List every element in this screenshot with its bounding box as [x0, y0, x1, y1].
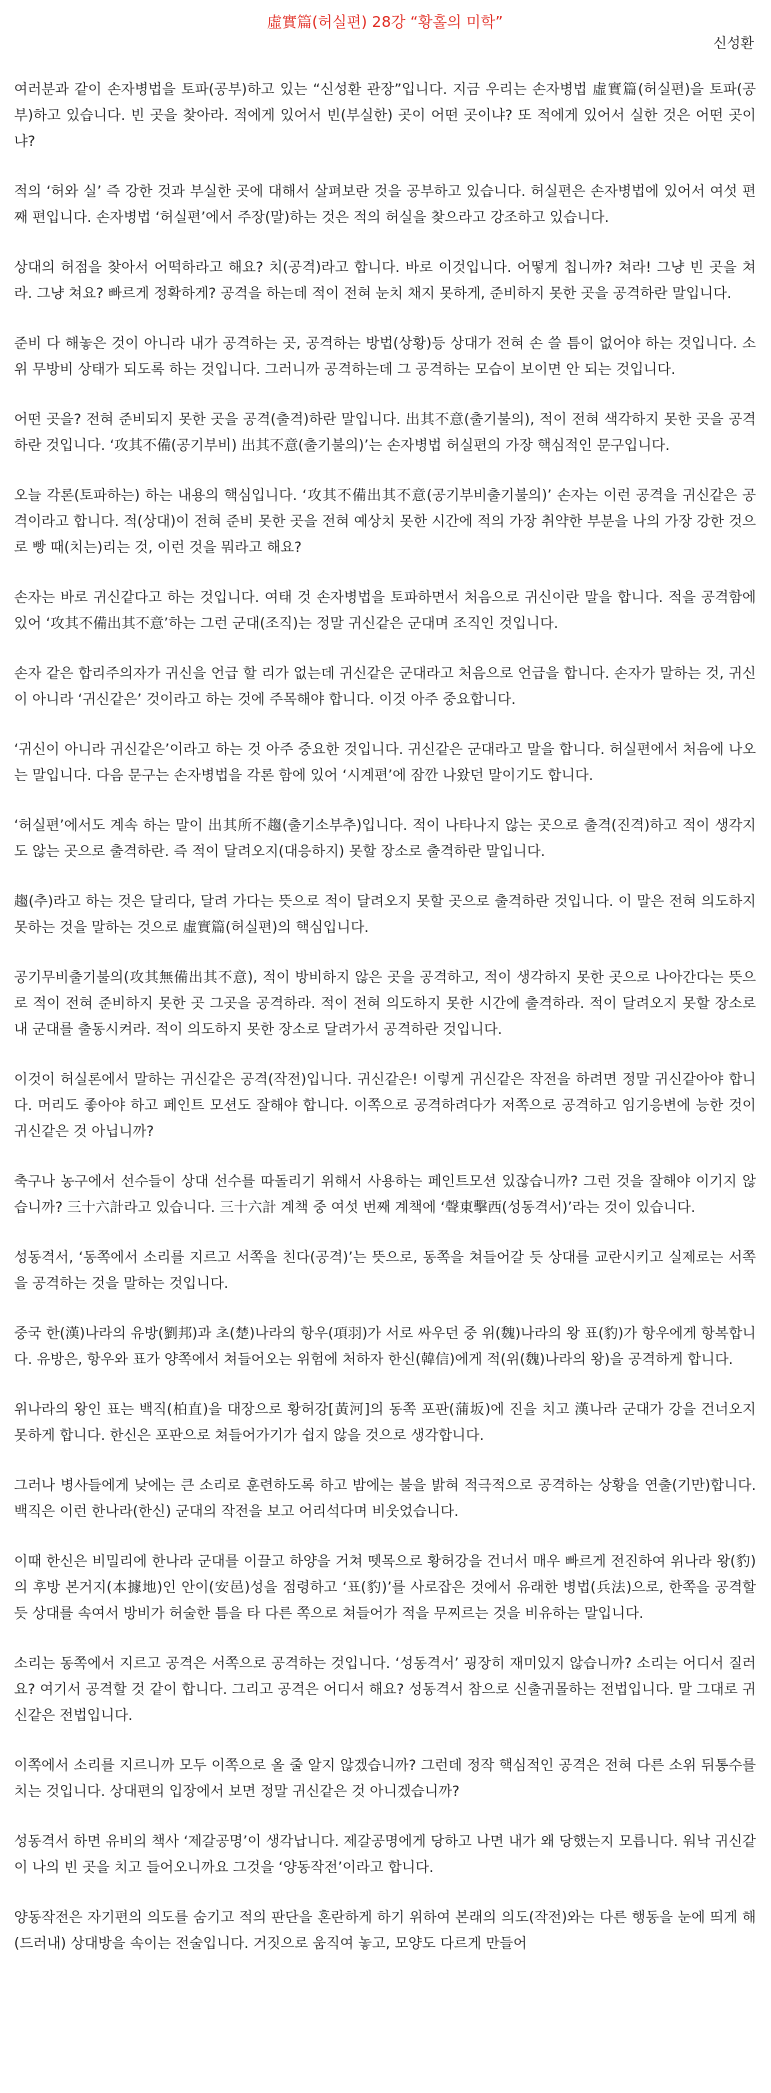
- body-paragraph: 양동작전은 자기편의 의도를 숨기고 적의 판단을 혼란하게 하기 위하여 본래의 의도(작전)와는 다른 행동을 눈에 띄게 해(드러내) 상대방을 속이는 전술입니다. 거짓으로 움직여 놓고, 모양도 다르게 만들어: [14, 1910, 756, 1952]
- document-body: [14, 77, 756, 1957]
- body-paragraph: 이때 한신은 비밀리에 한나라 군대를 이끌고 하양을 거쳐 뗏목으로 황허강을 건너서 매우 빠르게 전진하여 위나라 왕(豹)의 후방 본거지(本據地)인 안이(安邑)성을 점령하고 ‘표(豹)’를 사로잡은 것에서 유래한 병법(兵法)으로, 한쪽을 공격할 듯 상대를 속여서 방비가 허술한 틈을 타 다른 쪽으로 쳐들어가 적을 무찌르는 것을 비유하는 말입니다.: [14, 1554, 756, 1622]
- body-paragraph: 중국 한(漢)나라의 유방(劉邦)과 초(楚)나라의 항우(項羽)가 서로 싸우던 중 위(魏)나라의 왕 표(豹)가 항우에게 항복합니다. 유방은, 항우와 표가 양쪽에서 쳐들어오는 위험에 처하자 한신(韓信)에게 적(위(魏)나라의 왕)을 공격하게 합니다.: [14, 1326, 756, 1368]
- body-paragraph: 손자 같은 합리주의자가 귀신을 언급 할 리가 없는데 귀신같은 군대라고 처음으로 언급을 합니다. 손자가 말하는 것, 귀신이 아니라 ‘귀신같은’ 것이라고 하는 것에 주목해야 합니다. 이것 아주 중요합니다.: [14, 666, 756, 708]
- body-paragraph: 어떤 곳을? 전혀 준비되지 못한 곳을 공격(출격)하란 말입니다. 出其不意(출기불의), 적이 전혀 색각하지 못한 곳을 공격하란 것입니다. ‘攻其不備(공기부비) 出其不意(출기불의)’는 손자병법 허실편의 가장 핵심적인 문구입니다.: [14, 412, 756, 454]
- body-paragraph: 준비 다 해놓은 것이 아니라 내가 공격하는 곳, 공격하는 방법(상황)등 상대가 전혀 손 쓸 틈이 없어야 하는 것입니다. 소위 무방비 상태가 되도록 하는 것입니다. 그러니까 공격하는데 그 공격하는 모습이 보이면 안 되는 것입니다.: [14, 336, 756, 378]
- body-paragraph: 성동격서, ‘동쪽에서 소리를 지르고 서쪽을 친다(공격)’는 뜻으로, 동쪽을 쳐들어갈 듯 상대를 교란시키고 실제로는 서쪽을 공격하는 것을 말하는 것입니다.: [14, 1250, 756, 1292]
- document-title: 虛實篇(허실편) 28강 “황홀의 미학”: [266, 13, 504, 31]
- body-paragraph: 성동격서 하면 유비의 책사 ‘제갈공명’이 생각납니다. 제갈공명에게 당하고 나면 내가 왜 당했는지 모릅니다. 워낙 귀신같이 나의 빈 곳을 치고 들어오니까요 그것을 ‘양동작전’이라고 합니다.: [14, 1834, 756, 1876]
- body-paragraph: 적의 ‘허와 실’ 즉 강한 것과 부실한 곳에 대해서 살펴보란 것을 공부하고 있습니다. 허실편은 손자병법에 있어서 여섯 편째 편입니다. 손자병법 ‘허실편’에서 주장(말)하는 것은 적의 허실을 찾으라고 강조하고 있습니다.: [14, 184, 756, 226]
- body-paragraph: 여러분과 같이 손자병법을 토파(공부)하고 있는 “신성환 관장”입니다. 지금 우리는 손자병법 虛實篇(허실편)을 토파(공부)하고 있습니다. 빈 곳을 찾아라. 적에게 있어서 빈(부실한) 곳이 어떤 곳이냐? 또 적에게 있어서 실한 것은 어떤 곳이냐?: [14, 82, 756, 150]
- body-paragraph: 공기무비출기불의(攻其無備出其不意), 적이 방비하지 않은 곳을 공격하고, 적이 생각하지 못한 곳으로 나아간다는 뜻으로 적이 전혀 준비하지 못한 곳 그곳을 공격하라. 적이 전혀 의도하지 못한 시간에 출격하라. 적이 달려오지 못할 장소로 내 군대를 출동시켜라. 적이 의도하지 못한 장소로 달려가서 공격하란 것입니다.: [14, 970, 756, 1038]
- body-paragraph: 상대의 허점을 찾아서 어떡하라고 해요? 치(공격)라고 합니다. 바로 이것입니다. 어떻게 칩니까? 쳐라! 그냥 빈 곳을 쳐라. 그냥 쳐요? 빠르게 정확하게? 공격을 하는데 적이 전혀 눈치 채지 못하게, 준비하지 못한 곳을 공격하란 말입니다.: [14, 260, 756, 302]
- body-paragraph: 그러나 병사들에게 낮에는 큰 소리로 훈련하도록 하고 밤에는 불을 밝혀 적극적으로 공격하는 상황을 연출(기만)합니다. 백직은 이런 한나라(한신) 군대의 작전을 보고 어리석다며 비웃었습니다.: [14, 1478, 756, 1520]
- body-paragraph: 이쪽에서 소리를 지르니까 모두 이쪽으로 올 줄 알지 않겠습니까? 그런데 정작 핵심적인 공격은 전혀 다른 소위 뒤통수를 치는 것입니다. 상대편의 입장에서 보면 정말 귀신같은 것 아니겠습니까?: [14, 1758, 756, 1800]
- body-paragraph: 趨(추)라고 하는 것은 달리다, 달려 가다는 뜻으로 적이 달려오지 못할 곳으로 출격하란 것입니다. 이 말은 전혀 의도하지 못하는 것을 말하는 것으로 虛實篇(허실편)의 핵심입니다.: [14, 894, 756, 936]
- body-paragraph: 위나라의 왕인 표는 백직(柏直)을 대장으로 황허강[黃河]의 동쪽 포판(蒲坂)에 진을 치고 漢나라 군대가 강을 건너오지 못하게 합니다. 한신은 포판으로 쳐들어가기가 쉽지 않을 것으로 생각합니다.: [14, 1402, 756, 1444]
- body-paragraph: 오늘 각론(토파하는) 하는 내용의 핵심입니다. ‘攻其不備出其不意(공기부비출기불의)’ 손자는 이런 공격을 귀신같은 공격이라고 합니다. 적(상대)이 전혀 준비 못한 곳을 전혀 예상치 못한 시간에 적의 가장 취약한 부분을 나의 가장 강한 것으로 빵 때(치는)리는 것, 이런 것을 뭐라고 해요?: [14, 488, 756, 556]
- author-name: 신성환: [713, 36, 754, 52]
- body-paragraph: ‘허실편’에서도 계속 하는 말이 出其所不趨(출기소부추)입니다. 적이 나타나지 않는 곳으로 출격(진격)하고 적이 생각지도 않는 곳으로 출격하란. 즉 적이 달려오지(대응하지) 못할 장소로 출격하란 말입니다.: [14, 818, 756, 860]
- body-paragraph: 이것이 허실론에서 말하는 귀신같은 공격(작전)입니다. 귀신같은! 이렇게 귀신같은 작전을 하려면 정말 귀신같아야 합니다. 머리도 좋아야 하고 페인트 모션도 잘해야 합니다. 이쪽으로 공격하려다가 저쪽으로 공격하고 임기응변에 능한 것이 귀신같은 것 아닙니까?: [14, 1072, 756, 1140]
- body-paragraph: 축구나 농구에서 선수들이 상대 선수를 따돌리기 위해서 사용하는 페인트모션 있잖습니까? 그런 것을 잘해야 이기지 않습니까? 三十六計라고 있습니다. 三十六計 계책 중 여섯 번째 계책에 ‘聲東擊西(성동격서)’라는 것이 있습니다.: [14, 1174, 756, 1216]
- body-paragraph: ‘귀신이 아니라 귀신같은’이라고 하는 것 아주 중요한 것입니다. 귀신같은 군대라고 말을 합니다. 허실편에서 처음에 나오는 말입니다. 다음 문구는 손자병법을 각론 함에 있어 ‘시계편’에 잠깐 나왔던 말이기도 합니다.: [14, 742, 756, 784]
- body-paragraph: 손자는 바로 귀신같다고 하는 것입니다. 여태 것 손자병법을 토파하면서 처음으로 귀신이란 말을 합니다. 적을 공격함에 있어 ‘攻其不備出其不意’하는 그런 군대(조직)는 정말 귀신같은 군대며 조직인 것입니다.: [14, 590, 756, 632]
- body-paragraph: 소리는 동쪽에서 지르고 공격은 서쪽으로 공격하는 것입니다. ‘성동격서’ 굉장히 재미있지 않습니까? 소리는 어디서 질러요? 여기서 공격할 것 같이 합니다. 그리고 공격은 어디서 해요? 성동격서 참으로 신출귀몰하는 전법입니다. 말 그대로 귀신같은 전법입니다.: [14, 1656, 756, 1724]
